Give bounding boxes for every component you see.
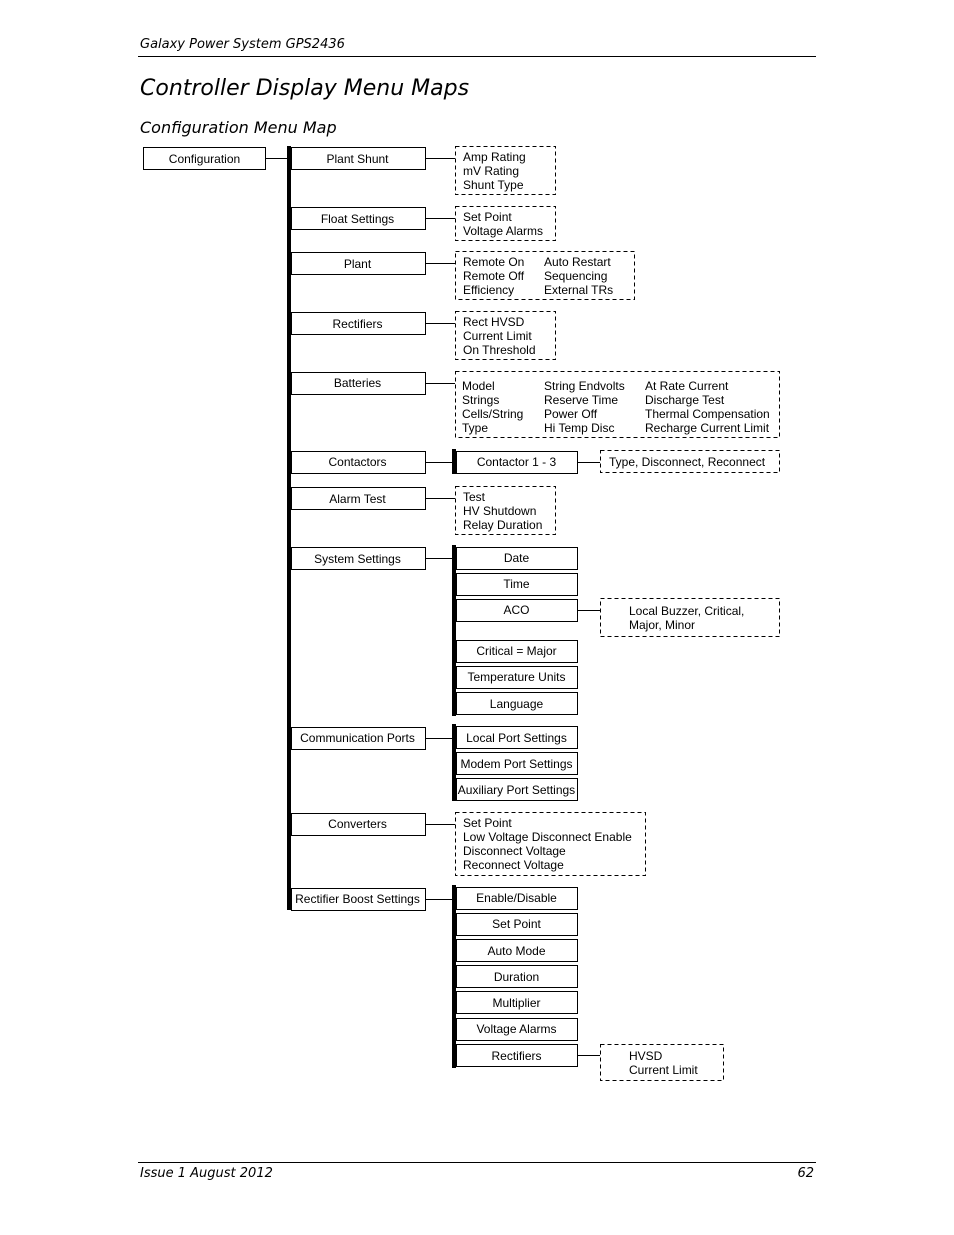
boost-rectifiers-detail: Current Limit xyxy=(629,1063,698,1077)
list-item: Shunt Type xyxy=(463,178,524,192)
plant-shunt-items xyxy=(463,150,526,192)
list-item: Remote Off xyxy=(463,269,525,283)
duration-box: Duration xyxy=(493,970,540,984)
list-item: Recharge Current Limit xyxy=(645,421,770,435)
page-number: 62 xyxy=(797,1166,814,1181)
temperature-units-box: Temperature Units xyxy=(467,670,566,684)
list-item: Current Limit xyxy=(463,329,532,343)
list-item: HV Shutdown xyxy=(463,504,537,518)
contactor-1-3-box: Contactor 1 - 3 xyxy=(476,455,557,469)
list-item: String Endvolts xyxy=(544,379,625,393)
list-item: Efficiency xyxy=(463,283,515,297)
contactor-detail: Type, Disconnect, Reconnect xyxy=(609,455,766,469)
list-item: Discharge Test xyxy=(645,393,725,407)
multiplier-box: Multiplier xyxy=(492,996,541,1010)
list-item: Type xyxy=(462,421,489,435)
list-item: mV Rating xyxy=(463,164,520,178)
list-item: Sequencing xyxy=(544,269,608,283)
batteries-items xyxy=(462,379,770,435)
list-item: At Rate Current xyxy=(645,379,729,393)
footer-issue: Issue 1 August 2012 xyxy=(140,1166,273,1181)
list-item: Remote On xyxy=(463,255,525,269)
system-settings-box: System Settings xyxy=(314,552,401,566)
boost-rectifiers-detail: HVSD xyxy=(629,1049,663,1063)
boost-set-point-box: Set Point xyxy=(492,917,541,931)
batteries-box: Batteries xyxy=(333,376,382,390)
list-item: Cells/String xyxy=(462,407,524,421)
enable-disable-box: Enable/Disable xyxy=(476,891,557,905)
list-item: Relay Duration xyxy=(463,518,543,532)
aco-detail: Major, Minor xyxy=(629,618,696,632)
communication-ports-box: Communication Ports xyxy=(300,731,415,745)
auxiliary-port-settings-box: Auxiliary Port Settings xyxy=(457,783,576,797)
converters-box: Converters xyxy=(328,817,387,831)
boost-voltage-alarms-box: Voltage Alarms xyxy=(476,1022,557,1036)
list-item: Test xyxy=(463,490,486,504)
float-settings-box: Float Settings xyxy=(320,212,395,226)
rectifier-boost-settings-box: Rectifier Boost Settings xyxy=(295,892,420,906)
list-item: External TRs xyxy=(544,283,614,297)
date-box: Date xyxy=(503,551,530,565)
float-settings-items xyxy=(463,210,543,238)
list-item: Model xyxy=(462,379,495,393)
running-header: Galaxy Power System GPS2436 xyxy=(140,37,345,52)
critical-major-box: Critical = Major xyxy=(476,644,557,658)
aco-detail: Local Buzzer, Critical, xyxy=(629,604,745,618)
alarm-test-box: Alarm Test xyxy=(329,492,386,506)
list-item: Low Voltage Disconnect Enable xyxy=(463,830,632,844)
list-item: Hi Temp Disc xyxy=(544,421,615,435)
plant-shunt-box: Plant Shunt xyxy=(326,152,389,166)
list-item: Disconnect Voltage xyxy=(463,844,566,858)
aco-box: ACO xyxy=(503,603,530,617)
rectifiers-items xyxy=(463,315,536,357)
list-item: Voltage Alarms xyxy=(463,224,544,238)
list-item: Auto Restart xyxy=(544,255,611,269)
language-box: Language xyxy=(489,697,544,711)
list-item: Set Point xyxy=(463,210,512,224)
plant-items xyxy=(463,255,613,297)
list-item: Set Point xyxy=(463,816,512,830)
list-item: On Threshold xyxy=(463,343,536,357)
converters-items xyxy=(463,816,632,872)
plant-box: Plant xyxy=(343,257,372,271)
list-item: Strings xyxy=(462,393,500,407)
page-title: Controller Display Menu Maps xyxy=(140,76,470,101)
modem-port-settings-box: Modem Port Settings xyxy=(460,757,573,771)
contactors-box: Contactors xyxy=(328,455,387,469)
section-subtitle: Configuration Menu Map xyxy=(140,118,337,137)
list-item: Rect HVSD xyxy=(463,315,525,329)
root-box-label: Configuration xyxy=(168,152,241,166)
footer-rule xyxy=(138,1162,816,1163)
auto-mode-box: Auto Mode xyxy=(487,944,546,958)
rectifiers-box: Rectifiers xyxy=(332,317,383,331)
list-item: Thermal Compensation xyxy=(645,407,770,421)
time-box: Time xyxy=(503,577,530,591)
boost-rectifiers-box: Rectifiers xyxy=(491,1049,542,1063)
alarm-test-items xyxy=(463,490,542,532)
list-item: Reconnect Voltage xyxy=(463,858,564,872)
list-item: Power Off xyxy=(544,407,598,421)
list-item: Reserve Time xyxy=(544,393,619,407)
list-item: Amp Rating xyxy=(463,150,526,164)
local-port-settings-box: Local Port Settings xyxy=(466,731,567,745)
